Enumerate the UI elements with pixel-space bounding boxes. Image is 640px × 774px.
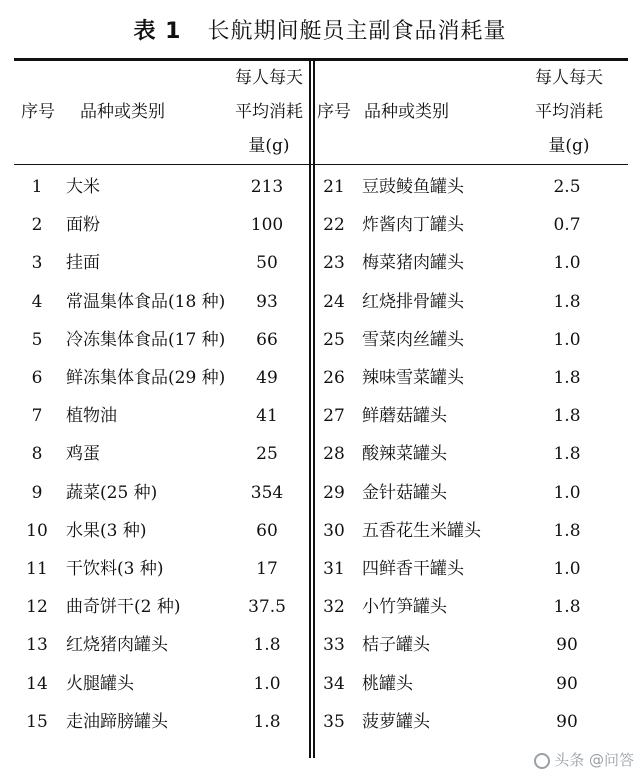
table-row <box>0 512 640 550</box>
consumption-value-right: 1.0 <box>553 482 581 503</box>
consumption-value-right: 90 <box>556 711 578 732</box>
consumption-value-left: 93 <box>256 291 278 312</box>
item-name-right: 桔子罐头 <box>362 635 430 656</box>
item-name-left: 鸡蛋 <box>66 444 100 465</box>
row-number-right: 26 <box>323 368 345 388</box>
item-name-right: 菠萝罐头 <box>362 711 430 732</box>
row-number-right: 29 <box>323 482 345 503</box>
consumption-value-right: 1.8 <box>553 368 581 388</box>
table-row <box>0 397 640 435</box>
item-name-right: 炸酱肉丁罐头 <box>362 215 464 236</box>
consumption-value-left: 17 <box>256 559 278 579</box>
row-number-left: 10 <box>26 520 48 541</box>
item-name-left: 水果(3 种) <box>66 520 147 541</box>
table-row <box>0 474 640 512</box>
consumption-value-right: 2.5 <box>553 177 581 197</box>
consumption-value-left: 49 <box>256 368 278 388</box>
consumption-value-right: 90 <box>556 673 578 694</box>
consumption-value-right: 1.8 <box>553 406 581 427</box>
row-number-right: 31 <box>323 559 345 579</box>
row-number-right: 32 <box>323 597 345 618</box>
header-amount-right-line1: 每人每天 <box>535 68 603 88</box>
header-seq-right: 序号 <box>317 102 351 122</box>
item-name-left: 冷冻集体食品(17 种) <box>66 329 226 350</box>
item-name-right: 五香花生米罐头 <box>362 520 481 541</box>
table-row <box>0 283 640 321</box>
row-number-left: 4 <box>31 291 43 312</box>
consumption-value-left: 66 <box>256 329 278 350</box>
consumption-value-right: 0.7 <box>553 215 581 236</box>
item-name-left: 植物油 <box>66 406 117 427</box>
consumption-value-right: 1.0 <box>553 253 581 274</box>
consumption-value-left: 50 <box>256 253 278 274</box>
item-name-left: 鲜冻集体食品(29 种) <box>66 368 226 388</box>
row-number-left: 1 <box>31 177 43 197</box>
table-row <box>0 244 640 282</box>
table-row <box>0 435 640 473</box>
consumption-value-left: 41 <box>256 406 278 427</box>
consumption-value-left: 1.0 <box>253 673 281 694</box>
table-caption: 长航期间艇员主副食品消耗量 <box>207 19 507 44</box>
consumption-value-left: 25 <box>256 444 278 465</box>
row-number-left: 6 <box>31 368 43 388</box>
item-name-left: 红烧猪肉罐头 <box>66 635 168 656</box>
row-number-left: 15 <box>26 711 48 732</box>
consumption-value-right: 1.8 <box>553 291 581 312</box>
row-number-left: 8 <box>31 444 43 465</box>
consumption-value-left: 213 <box>250 177 284 197</box>
consumption-value-left: 1.8 <box>253 711 281 732</box>
table-number: 表 1 <box>133 19 182 44</box>
watermark-text: 头条 @问答 <box>554 751 634 769</box>
item-name-right: 雪菜肉丝罐头 <box>362 329 464 350</box>
row-number-left: 2 <box>31 215 43 236</box>
row-number-left: 7 <box>31 406 43 427</box>
consumption-value-right: 1.8 <box>553 597 581 618</box>
item-name-left: 常温集体食品(18 种) <box>66 291 226 312</box>
header-seq-left: 序号 <box>21 102 55 122</box>
consumption-value-right: 1.8 <box>553 444 581 465</box>
item-name-right: 红烧排骨罐头 <box>362 291 464 312</box>
item-name-left: 干饮料(3 种) <box>66 559 164 579</box>
row-number-right: 23 <box>323 253 345 274</box>
header-rule <box>14 164 628 165</box>
consumption-value-right: 1.8 <box>553 520 581 541</box>
row-number-right: 21 <box>323 177 345 197</box>
row-number-left: 5 <box>31 329 43 350</box>
row-number-right: 28 <box>323 444 345 465</box>
consumption-value-right: 1.0 <box>553 559 581 579</box>
row-number-right: 25 <box>323 329 345 350</box>
consumption-value-left: 1.8 <box>253 635 281 656</box>
item-name-right: 辣味雪菜罐头 <box>362 368 464 388</box>
header-amount-right-line3: 量(g) <box>548 136 590 156</box>
table-row <box>0 703 640 741</box>
consumption-value-right: 90 <box>556 635 578 656</box>
item-name-right: 酸辣菜罐头 <box>362 444 447 465</box>
item-name-left: 曲奇饼干(2 种) <box>66 597 181 618</box>
header-item-left: 品种或类别 <box>80 102 165 122</box>
item-name-left: 火腿罐头 <box>66 673 134 694</box>
item-name-left: 大米 <box>66 177 100 197</box>
row-number-left: 11 <box>26 559 48 579</box>
table-row <box>0 665 640 703</box>
item-name-right: 四鲜香干罐头 <box>362 559 464 579</box>
item-name-left: 挂面 <box>66 253 100 274</box>
table-row <box>0 588 640 626</box>
item-name-left: 面粉 <box>66 215 100 236</box>
consumption-value-left: 60 <box>256 520 278 541</box>
header-item-right: 品种或类别 <box>364 102 449 122</box>
table-row <box>0 206 640 244</box>
consumption-value-right: 1.0 <box>553 329 581 350</box>
item-name-right: 金针菇罐头 <box>362 482 447 503</box>
row-number-left: 3 <box>31 253 43 274</box>
item-name-right: 梅菜猪肉罐头 <box>362 253 464 274</box>
table-row <box>0 359 640 397</box>
row-number-right: 24 <box>323 291 345 312</box>
item-name-left: 蔬菜(25 种) <box>66 482 158 503</box>
header-amount-left-line2: 平均消耗 <box>235 102 303 122</box>
watermark-logo-icon <box>534 753 550 769</box>
header-amount-right-line2: 平均消耗 <box>535 102 603 122</box>
item-name-right: 鲜蘑菇罐头 <box>362 406 447 427</box>
item-name-right: 小竹笋罐头 <box>362 597 447 618</box>
row-number-left: 13 <box>26 635 48 656</box>
consumption-value-left: 354 <box>250 482 284 503</box>
header-amount-left-line1: 每人每天 <box>235 68 303 88</box>
row-number-left: 9 <box>31 482 43 503</box>
item-name-right: 豆豉鲮鱼罐头 <box>362 177 464 197</box>
table-title <box>0 14 640 45</box>
header-amount-left-line3: 量(g) <box>248 136 290 156</box>
table-row <box>0 626 640 664</box>
consumption-value-left: 100 <box>250 215 284 236</box>
item-name-right: 桃罐头 <box>362 673 413 694</box>
consumption-value-left: 37.5 <box>248 597 286 618</box>
table-row <box>0 550 640 588</box>
table-row <box>0 321 640 359</box>
row-number-left: 14 <box>26 673 48 694</box>
table-row <box>0 168 640 206</box>
item-name-left: 走油蹄膀罐头 <box>66 711 168 732</box>
row-number-right: 33 <box>323 635 345 656</box>
row-number-right: 30 <box>323 520 345 541</box>
watermark <box>534 749 634 770</box>
row-number-right: 22 <box>323 215 345 236</box>
row-number-right: 35 <box>323 711 345 732</box>
row-number-right: 34 <box>323 673 345 694</box>
row-number-right: 27 <box>323 406 345 427</box>
row-number-left: 12 <box>26 597 48 618</box>
